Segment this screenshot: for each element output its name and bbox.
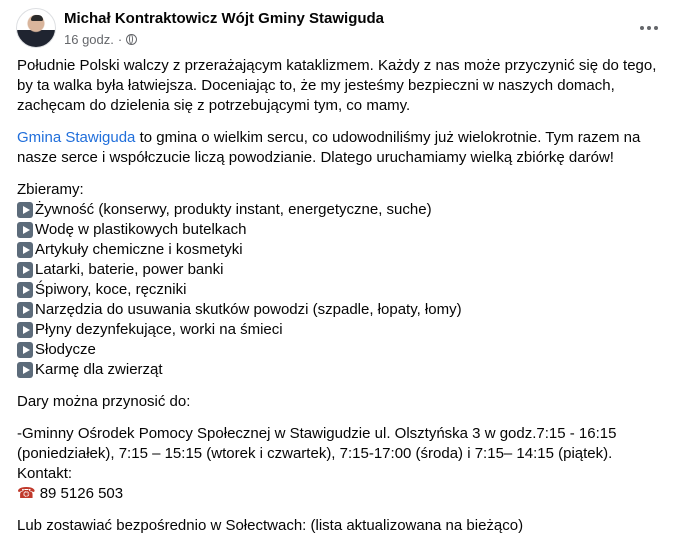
avatar[interactable] xyxy=(16,8,56,48)
post-body xyxy=(17,56,667,548)
play-icon xyxy=(17,242,33,258)
list-item xyxy=(17,280,667,300)
play-icon xyxy=(17,262,33,278)
post-paragraph-2 xyxy=(17,128,667,168)
drop-off-details xyxy=(17,424,667,504)
author-name[interactable]: Michał Kontraktowicz Wójt Gminy Stawiguda xyxy=(64,10,385,27)
list-item-text: Latarki, baterie, power banki xyxy=(35,261,224,278)
list-item xyxy=(17,240,667,260)
dot-icon xyxy=(647,26,651,30)
more-options-button[interactable] xyxy=(631,10,667,46)
list-item xyxy=(17,200,667,220)
list-item-text: Artykuły chemiczne i kosmetyki xyxy=(35,241,243,258)
list-item-text: Narzędzia do usuwania skutków powodzi (szpadle, łopaty, łomy) xyxy=(35,301,462,318)
play-icon xyxy=(17,362,33,378)
play-icon xyxy=(17,342,33,358)
list-item xyxy=(17,220,667,240)
post-time[interactable]: 16 godz. xyxy=(64,32,114,47)
list-item-text: Karmę dla zwierząt xyxy=(35,361,163,378)
post-meta xyxy=(64,32,137,47)
dot-icon xyxy=(654,26,658,30)
list-item xyxy=(17,260,667,280)
paragraph-2-text: to gmina o wielkim sercu, co udowodniliśmy już wielokrotnie. Tym razem na nasze serce i współczucie liczą powodzianie. Dlatego uruchamiamy wielką zbiórkę darów! xyxy=(17,129,641,166)
list-item-text: Żywność (konserwy, produkty instant, energetyczne, suche) xyxy=(35,201,432,218)
post-paragraph-1: Południe Polski walczy z przerażającym kataklizmem. Każdy z nas może przyczynić się do tego, by ta walka była łatwiejsza. Doceniając to, że my jesteśmy bezpieczni w naszych domach, zachęcam do dzielenia się z potrzebującymi tym, co mamy. xyxy=(17,57,657,114)
phone-icon: ☎ xyxy=(17,485,36,502)
play-icon xyxy=(17,322,33,338)
globe-icon xyxy=(126,34,137,45)
list-heading: Zbieramy: xyxy=(17,181,84,198)
list-item xyxy=(17,360,667,380)
dot-icon xyxy=(640,26,644,30)
phone-number: 89 5126 503 xyxy=(39,485,124,502)
list-item-text: Słodycze xyxy=(35,341,96,358)
list-item-text: Wodę w plastikowych butelkach xyxy=(35,221,247,238)
drop-off-text: -Gminny Ośrodek Pomocy Społecznej w Stawigudzie ul. Olsztyńska 3 w godz.7:15 - 16:15 (poniedziałek), 7:15 – 15:15 (wtorek i czwartek), 7:15-17:00 (środa) i 7:15– 14:15 (piątek). Kontakt: xyxy=(17,425,617,482)
list-item-text: Płyny dezynfekujące, worki na śmieci xyxy=(35,321,283,338)
last-line: Lub zostawiać bezpośrednio w Sołectwach: (lista aktualizowana na bieżąco) xyxy=(17,517,524,534)
play-icon xyxy=(17,202,33,218)
meta-separator: · xyxy=(117,32,123,47)
donation-list xyxy=(17,180,667,380)
drop-off-heading: Dary można przynosić do: xyxy=(17,393,191,410)
list-item xyxy=(17,340,667,360)
play-icon xyxy=(17,222,33,238)
play-icon xyxy=(17,302,33,318)
list-item-text: Śpiwory, koce, ręczniki xyxy=(35,281,187,298)
play-icon xyxy=(17,282,33,298)
gmina-stawiguda-link[interactable]: Gmina Stawiguda xyxy=(17,129,136,146)
list-item xyxy=(17,320,667,340)
list-item xyxy=(17,300,667,320)
